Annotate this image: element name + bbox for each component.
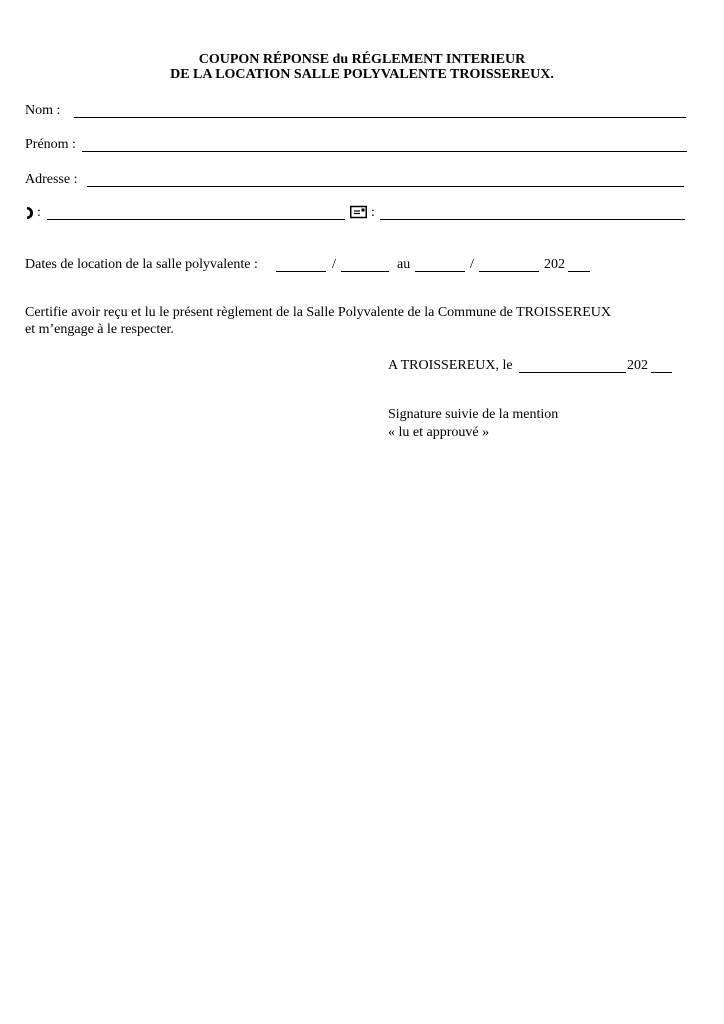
nom-field[interactable] [74,117,686,118]
place-date-year: 202 [627,358,648,373]
telephone-icon [25,206,35,225]
date-slash-1: / [332,257,336,272]
certification-line-2: et m’engage à le respecter. [25,322,174,337]
prenom-label: Prénom : [25,137,76,152]
date-start-month-field[interactable] [341,271,389,272]
place-date-label: A TROISSEREUX, le [388,358,513,373]
title-line-1: COUPON RÉPONSE du RÉGLEMENT INTERIEUR [198,52,526,67]
adresse-field[interactable] [87,186,684,187]
phone-field[interactable] [47,219,345,220]
dates-label: Dates de location de la salle polyvalente : [25,257,258,272]
phone-separator: : [37,205,41,220]
prenom-field[interactable] [82,151,687,152]
date-slash-2: / [470,257,474,272]
date-end-month-field[interactable] [479,271,539,272]
date-year-field[interactable] [568,271,590,272]
email-field[interactable] [380,219,685,220]
date-start-day-field[interactable] [276,271,326,272]
email-separator: : [371,205,375,220]
date-au: au [397,257,411,272]
nom-label: Nom : [25,103,61,118]
signature-instruction: Signature suivie de la mention [388,407,559,422]
title-line-2: DE LA LOCATION SALLE POLYVALENTE TROISSEREUX. [170,67,554,82]
date-year-prefix: 202 [544,257,565,272]
date-end-day-field[interactable] [415,271,465,272]
certification-line-1: Certifie avoir reçu et lu le présent règlement de la Salle Polyvalente de la Commune de TROISSEREUX [25,305,612,320]
adresse-label: Adresse : [25,172,78,187]
signature-year-field[interactable] [651,372,672,373]
envelope-icon [350,205,368,224]
signature-date-field[interactable] [519,372,626,373]
signature-mention: « lu et approuvé » [388,425,490,440]
